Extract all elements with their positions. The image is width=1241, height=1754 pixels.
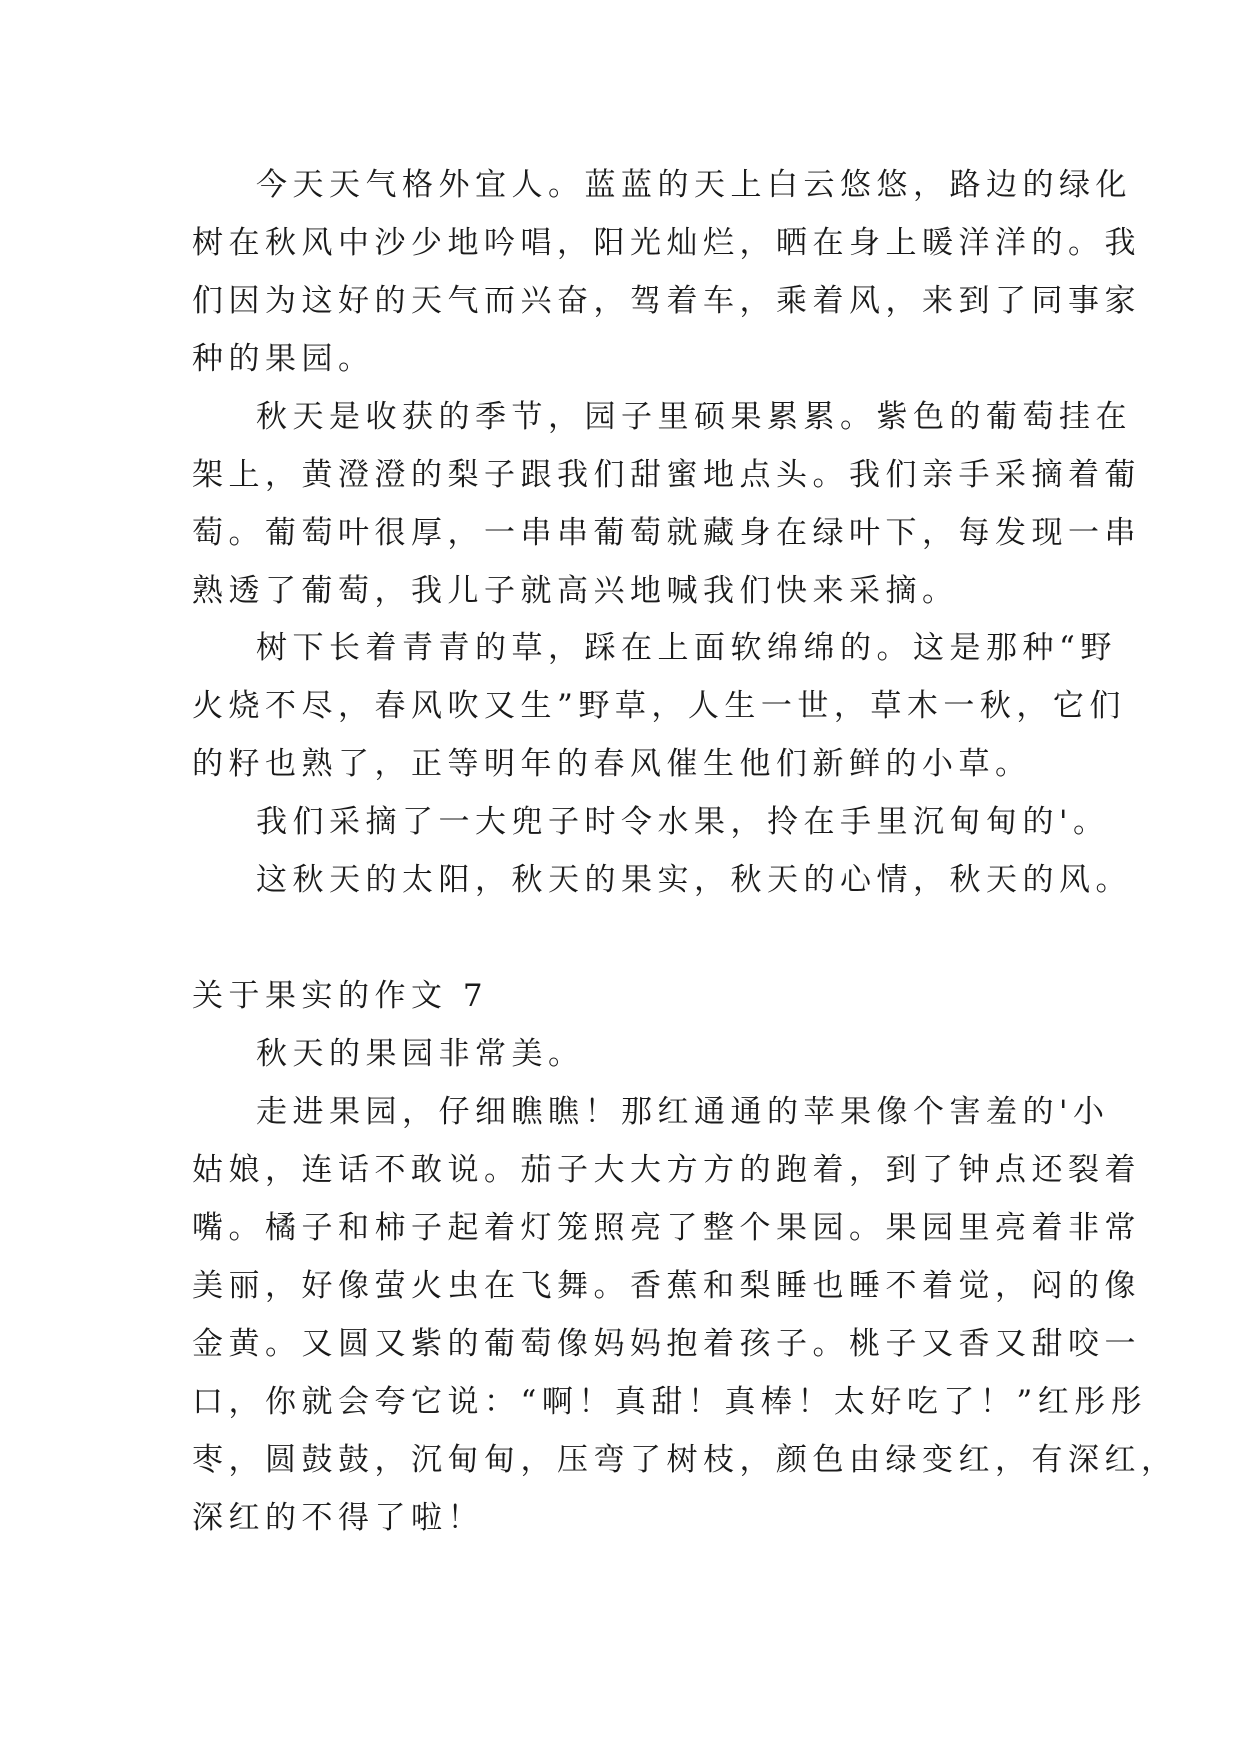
paragraph-line: 嘴。橘子和柿子起着灯笼照亮了整个果园。果园里亮着非常 [192,1210,1141,1246]
paragraph-line: 深红的不得了啦！ [192,1500,484,1536]
paragraph-line: 这秋天的太阳，秋天的果实，秋天的心情，秋天的风。 [256,862,1132,898]
paragraph-line: 走进果园，仔细瞧瞧！那红通通的苹果像个害羞的'小 [256,1094,1110,1130]
paragraph-line: 树在秋风中沙少地吟唱，阳光灿烂，晒在身上暖洋洋的。我 [192,225,1141,261]
paragraph-line: 美丽，好像萤火虫在飞舞。香蕉和梨睡也睡不着觉，闷的像 [192,1268,1141,1304]
paragraph-line: 萄。葡萄叶很厚，一串串葡萄就藏身在绿叶下，每发现一串 [192,515,1141,551]
paragraph-line: 火烧不尽，春风吹又生”野草，人生一世，草木一秋，它们 [192,688,1126,724]
paragraph-line: 口，你就会夸它说：“啊！真甜！真棒！太好吃了！”红彤彤 [192,1384,1148,1420]
paragraph-line: 树下长着青青的草，踩在上面软绵绵的。这是那种“野 [256,630,1117,666]
paragraph-line: 我们采摘了一大兜子时令水果，拎在手里沉甸甸的'。 [256,804,1110,840]
paragraph-line: 秋天是收获的季节，园子里硕果累累。紫色的葡萄挂在 [256,399,1132,435]
paragraph-line: 的籽也熟了，正等明年的春风催生他们新鲜的小草。 [192,746,1032,782]
paragraph-line: 种的果园。 [192,341,375,377]
paragraph-line: 枣，圆鼓鼓，沉甸甸，压弯了树枝，颜色由绿变红，有深红， [192,1442,1178,1478]
section-heading: 关于果实的作文 7 [192,978,489,1014]
paragraph-line: 金黄。又圆又紫的葡萄像妈妈抱着孩子。桃子又香又甜咬一 [192,1326,1141,1362]
paragraph-line: 姑娘，连话不敢说。茄子大大方方的跑着，到了钟点还裂着 [192,1152,1141,1188]
paragraph-line: 熟透了葡萄，我儿子就高兴地喊我们快来采摘。 [192,573,959,609]
paragraph-line: 今天天气格外宜人。蓝蓝的天上白云悠悠，路边的绿化 [256,167,1132,203]
paragraph-line: 秋天的果园非常美。 [256,1036,585,1072]
paragraph-line: 架上，黄澄澄的梨子跟我们甜蜜地点头。我们亲手采摘着葡 [192,457,1141,493]
paragraph-line: 们因为这好的天气而兴奋，驾着车，乘着风，来到了同事家 [192,283,1141,319]
